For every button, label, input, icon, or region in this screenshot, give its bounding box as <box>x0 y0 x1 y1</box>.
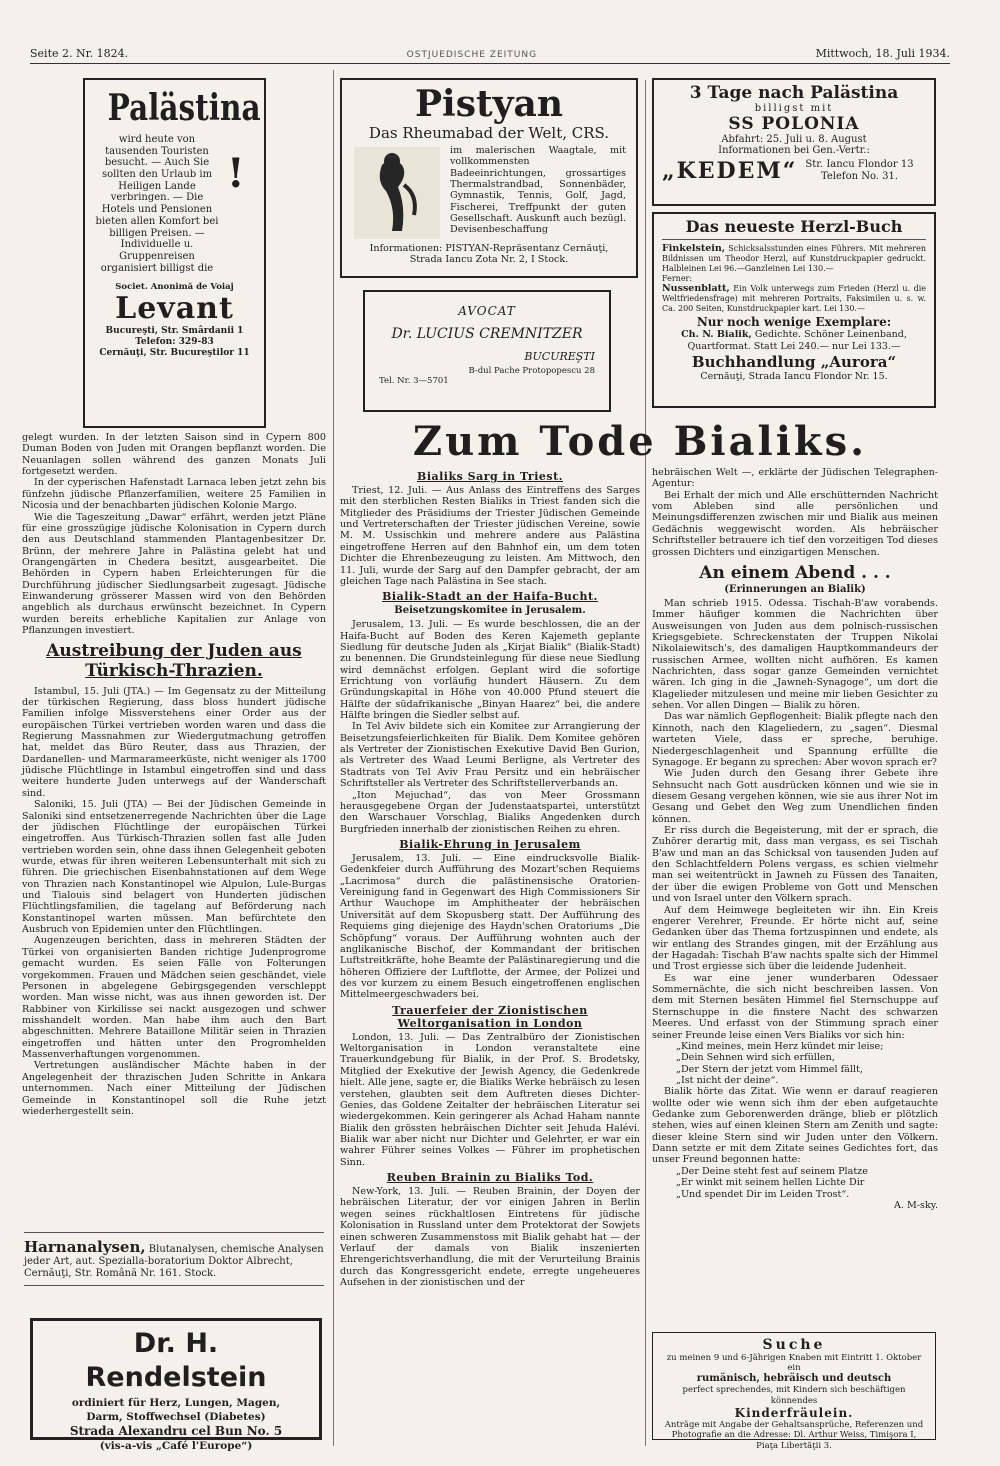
ad-palaestina-body: wird heute von tausenden Touristen besucht. — Auch Sie sollten den Urlaub im Heiligen Lande verbringen. — Die Hotels und Pensionen bieten allen Komfort bei billigen Preisen. — Individuelle u. Gruppenreisen organisiert billigst die <box>95 134 219 274</box>
abend-para-7: Bialik hörte das Zitat. Wie wenn er darauf reagieren wollte oder wie wenn sich ihm der eben aufgetauchte Gedanke zum Geborenwerden dränge, blieb er plötzlich stehen, wies auf einen kleinen Stern am Zenith und sagte: dieser kleine Stern sind wir Juden unter den Völkern. Dann setzte er mit dem Zitate seines Gedichtes fort, das unser Freund begonnen hatte: <box>652 1086 938 1166</box>
verse-line-4: „Ist nicht der deine“. <box>676 1074 779 1086</box>
ad-avocat-address: B-dul Pache Protopopescu 28 <box>468 366 595 376</box>
brainin-subhead: Reuben Brainin zu Bialiks Tod. <box>386 1171 594 1185</box>
thrazien-headline: Austreibung der Juden aus Türkisch-Thrazien. <box>46 641 302 682</box>
ad-harn-title: Harnanalysen, <box>24 1238 146 1256</box>
cypern-para-1: gelegt wurden. In der letzten Saison sind in Cypern 800 Duman Boden von Juden mit Orangen bepflanzt worden. Die Neuanlagen sollen während des ganzen Monats Juli fortgesetzt werden. <box>22 432 326 478</box>
abend-para-4: Er riss durch die Begeisterung, mit der er sprach, die Zuhörer derartig mit, dass man vergass, es sei Tischah B'aw und man an das Schicksal von tausenden Juden auf den Schlachtfeldern Polens vergass, es schien vielmehr man sei weitentrückt in Jawneh zu Füssen des Tanaiten, der über die ewigen Probleme von Gott und Menschen und von Israel unter den Völkern sprach. <box>652 825 938 905</box>
ad-palaestina-title: Palästina <box>107 87 261 129</box>
cypern-para-3: Wie die Tageszeitung „Dawar“ erfährt, werden jetzt Pläne für eine grosszügige jüdische Kolonisation in Cypern durch den aus Deutschland stammenden Plantagenbesitzer Dr. Brünn, der mehrere Jahre in Palästina gelebt hat und Orangengärten in Chedera besitzt, ausgearbeitet. Die Behörden in Cypern haben Erleichterungen für die Durchführung jüdischer Siedlungsarbeit zugesagt. Jüdische Einwanderung grösserer Massen wird von den Behörden angeblich als durchaus erwünscht bezeichnet. In Cypern wurden bereits erhebliche Kapitalien zur Anlage von Pflanzungen investiert. <box>22 511 326 637</box>
ad-palaestina-brand: Levant <box>115 291 234 327</box>
ad-herzl-book <box>652 212 936 408</box>
ad-herzl-item2-name: Nussenblatt, <box>662 282 730 294</box>
header-date: Mittwoch, 18. Juli 1934. <box>815 47 950 60</box>
verse-line-5: „Der Deine steht fest auf seinem Platze <box>676 1165 868 1177</box>
right-column <box>652 467 938 1325</box>
ad-rendelstein-line3: Strada Alexandru cel Bun No. 5 <box>69 1424 283 1439</box>
ad-pistyan-info: Informationen: PISTYAN-Repräsentanz Cernăuţi, Strada Iancu Zota Nr. 2, I Stock. <box>369 243 609 266</box>
ad-rendelstein-line2: Darm, Stoffwechsel (Diabetes) <box>86 1410 266 1423</box>
ad-herzl-title: Das neueste Herzl-Buch <box>685 217 903 236</box>
brainin-para: New-York, 13. Juli. — Reuben Brainin, der Doyen der hebräischen Literatur, der vor einigen Jahren in Berlin wegen seines rückhaltlosen Eintretens für jüdische Kolonisation in Russland unter dem Protektorat der Sowjets einen schweren Zusammenstoss mit Bialik gehabt hat — der Verlauf der damals von Bialik inszenierten Ehrengerichtsverhandlung, die mit der Verurteilung Brainis durch das Kongressgericht endete, erregte ungeheueres Aufsehen in der zionistischen und der <box>340 1186 640 1288</box>
column-rule-2 <box>645 80 646 1446</box>
verse-line-3: „Der Stern der jetzt vom Himmel fällt, <box>676 1063 863 1075</box>
abend-para-5: Auf dem Heimwege begleiteten wir ihn. Ein Kreis engerer Verehrer, Freunde. Er hörte nicht auf, seine Gedanken über das Thema fortzuspinnen und endete, als wir entlang des Strandes gingen, mit der Erzählung aus der Hagadah: Tischah B'aw nachts spalte sich der Himmel und Trost ergiesse sich über die leidende Judenheit. <box>652 904 938 973</box>
london-para: London, 13. Juli. — Das Zentralbüro der Zionistischen Weltorganisation in London veranstaltete eine Trauerkundgebung für Bialik, in der Prof. S. Brodetsky, Mitglied der Exekutive der Jewish Agency, die Gedenkrede hielt. Alle jene, sagte er, die Bialiks Werke hebräisch zu lesen verstehen, glaubten seit dem Auftreten dieses Dichter-Genies, das Goldene Zeitalter der hebräischen Literatur sei wiedergekommen. Kein geringerer als Achad Haham nannte Bialik den grössten hebräischen Dichter seit Jehuda Halévi. Bialik war aber nicht nur Dichter und Gelehrter, er war ein wahrer Führer seines Volkes — Führer im prophetischen Sinn. <box>340 1031 640 1168</box>
ad-suche-line3: perfect sprechendes, mit Kindern sich beschäftigen könnendes <box>682 1385 906 1406</box>
middle-column <box>340 467 640 1462</box>
header-masthead: OSTJUEDISCHE ZEITUNG <box>406 50 538 60</box>
ad-palaestina-address2: Telefon: 329-83 <box>135 337 214 348</box>
column-rule-1 <box>333 70 334 1446</box>
ad-palaestina-company: Societ. Anonimă de Voiaj <box>115 282 234 293</box>
abend-para-2: Das war nämlich Gepflogenheit: Bialik pflegte nach den Kinnoth, nach den Klageliedern, zu „sagen“. Diesmal warteten Viele, dass er spreche, beruhige. Niedergeschlagenheit und Spannung erfüllte die Synagoge. Er begann zu sprechen: Aber wovon sprach er? <box>652 711 938 768</box>
haifa-para-2: In Tel Aviv bildete sich ein Komitee zur Arrangierung der Beisetzungsfeierlichkeiten für Bialik. Dem Komitee gehören als Vertreter der Zionistischen Exekutive David Ben Gurion, als Vertreter des Waad Leumi Berligne, als Vertreter des Stadtrats von Tel Aviv Frau Persitz und ein hebräischer Schriftsteller als Vertreter des Schriftstellerverbands an. <box>340 721 640 790</box>
page-header <box>30 44 950 64</box>
ad-herzl-shop-address: Cernăuţi, Strada Iancu Flondor Nr. 15. <box>700 370 888 382</box>
brainin-cont-2: Bei Erhalt der mich und Alle erschütternden Nachricht vom Ableben sind alle persönlichen und Meinungsdifferenzen zwischen mir und Bialik aus meinen Gedächnis weggewischt worden. Als hebräischer Schriftsteller betrauere ich tief den vorzeitigen Tod dieses grossen Dichters und einzigartigen Menschen. <box>652 489 938 558</box>
ad-kedem-phone: Telefon No. 31. <box>820 171 899 182</box>
abend-headline: An einem Abend . . . <box>699 562 891 583</box>
ad-herzl-item3-name: Ch. N. Bialik, <box>681 329 752 341</box>
haifa-para-1: Jerusalem, 13. Juli. — Es wurde beschlossen, die an der Haifa-Bucht auf Boden des Keren Kajemeth geplante Siedlung für deutsche Juden als „Kirjat Bialik“ (Bialik-Stadt) zu benennen. Die Grundsteinlegung für diese neue Siedlung wird demnächst erfolgen. Geplant wird die sofortige Errichtung von vorläufig hundert Häusern. Zu dem Gründungskapital in Höhe von 40.000 Pfund steuert die Hälfte der südafrikanische „Binyan Haarez“ bei, die andere Hälfte bringen die Siedler selbst auf. <box>340 619 640 722</box>
haifa-subhead: Bialik-Stadt an der Haifa-Bucht. <box>382 590 598 604</box>
london-subhead: Trauerfeier der Zionistischen Weltorganisation in London <box>392 1003 588 1030</box>
ad-palaestina-address3: Cernăuţi, Str. Bucureştilor 11 <box>99 347 250 358</box>
ad-palaestina-exclaim: ! <box>227 150 245 197</box>
ad-pistyan <box>340 78 638 278</box>
main-headline: Zum Tode Bialiks. <box>412 418 868 465</box>
abend-signature: A. M-sky. <box>893 1199 938 1211</box>
verse-line-2: „Dein Sehnen wird sich erfüllen, <box>676 1052 835 1064</box>
triest-para: Triest, 12. Juli. — Aus Anlass des Eintreffens des Sarges mit den sterblichen Resten Bialiks in Triest fanden sich die Mitglieder des Präsidiums der Triester Jüdischen Gemeinde und Vertreterschaften der Triester jüdischen Vereine, sowie M. M. Ussischkin und mehrere andere aus Palästina eingetroffene Herren auf den Bahnhof ein, um dem toten Dichter die Ehrenbezeugung zu leisten. Am Mittwoch, den 11. Juli, wurde der Sarg auf den Dampfer gebracht, der am gleichen Tage nach Palästina in See stach. <box>340 485 640 587</box>
ad-rendelstein-name: Dr. H. Rendelstein <box>85 1328 267 1393</box>
ad-herzl-item1-name: Finkelstein, <box>662 243 726 254</box>
ad-suche-line5: Anträge mit Angabe der Gehaltsansprüche, Referenzen und Photografie an die Adresse: Dl. Arthur Weiss, Timişora I, Piaţa Libertăţii 3. <box>664 1420 924 1451</box>
ad-kedem-address: Str. Iancu Flondor 13 <box>805 159 914 170</box>
jerusalem-para: Jerusalem, 13. Juli. — Eine eindrucksvolle Bialik-Gedenkfeier durch Aufführung des Mozart'schen Requiems „Lacrimosa“ durch die palästinensische Oratorien-Vereinigung fand in Gegenwart des High Commissioners Sir Arthur Wauchope im Amphitheater der hebräischen Universität auf dem Skopusberg statt. Der Aufführung des Requiems ging diejenige des Haydn'schen Oratoriums „Die Schöpfung“ voraus. Der Aufführung wohnten auch der anglikanische Bischof, der Kommandant der britischen Luftstreitkräfte, hohe Beamte der Palästinaregierung und die höheren Offiziere der Luftflotte, der Armee, der Polizei und des vor kurzem zu einem Besuch eingetroffenen englischen Mittelmeergeschwaders bei. <box>340 853 640 1001</box>
verse-line-6: „Er winkt mit seinem hellen Lichte Dir <box>676 1177 865 1189</box>
triest-subhead: Bialiks Sarg in Triest. <box>417 470 563 483</box>
ad-rendelstein-line4: (vis-a-vis „Café l'Europe“) <box>99 1439 253 1452</box>
ad-suche <box>652 1332 936 1451</box>
ad-kedem-ship: SS POLONIA <box>728 114 860 134</box>
ad-kedem-title: 3 Tage nach Palästina <box>689 83 899 103</box>
ad-avocat-title: AVOCAT <box>458 304 516 318</box>
jerusalem-subhead: Bialik-Ehrung in Jerusalem <box>399 837 581 851</box>
ad-avocat <box>363 290 611 412</box>
ad-harn-body: Blutanalysen, chemische Analysen jeder Art, aut. Spezialla-boratorium Doktor Albrecht, Cernăuţi, Str. Română Nr. 161. Stock. <box>24 1244 324 1279</box>
verse-line-1: „Kind meines, mein Herz kündet mir leise; <box>676 1040 884 1052</box>
ad-herzl-ferner: Ferner: <box>662 273 693 283</box>
haifa-subsubhead: Beisetzungskomitee in Jerusalem. <box>394 605 586 617</box>
ad-herzl-item1: Schicksalsstunden eines Führers. Mit mehreren Bildnissen um Theodor Herzl, auf Kunstdruckpapier gedruckt. Halbleinen Lei 96.—Ganzleinen Lei 130.— <box>662 244 926 273</box>
abend-para-3: Wie Juden durch den Gesang ihrer Gebete ihre Sehnsucht nach Gott ausdrücken können und wie sie in diesem Gesang vergehen können, wie sie aus ihrer Not im Gesang und Gebet den Weg zum Unendlichen finden können. <box>652 768 938 825</box>
ad-kedem-sub: billigst mit <box>754 103 834 114</box>
ad-pistyan-body: im malerischen Waagtale, mit vollkommensten Badeeinrichtungen, grossartiges Thermalstrandbad, Sonnenbäder, Gymnastik, Tennis, Golf, Jagd, Fischerei, Treffpunkt der guten Gesellschaft. Auskunft auch bezügl. Devisenbeschaffung <box>450 145 626 236</box>
ad-palaestina <box>83 78 266 428</box>
thrazien-para-1: Istambul, 15. Juli (JTA.) — Im Gegensatz zu der Mitteilung der türkischen Regierung, dass bloss hundert jüdische Familien infolge Missverstehens einer Order aus der europäischen Türkei vertrieben worden waren und dass die Regierung Massnahmen zur Wiedergutmachung getroffen hat, meldet das Büro Reuter, dass aus Thrazien, der Dardanellen- und Marmarameerküste, nicht weniger als 1700 jüdische Flüchtlinge in Istambul eingetroffen sind und dass weitere hunderte Juden unterwegs auf der Wanderschaft sind. <box>22 685 326 799</box>
ad-herzl-notice: Nur noch wenige Exemplare: <box>696 315 892 330</box>
ad-avocat-city: BUCUREŞTI <box>524 350 595 363</box>
brainin-cont-1: hebräischen Welt —, erklärte der Jüdischen Telegraphen-Agentur: <box>652 467 938 490</box>
ad-palaestina-address1: Bucureşti, Str. Smârdanii 1 <box>105 326 244 337</box>
haifa-para-3: „Iton Mejuchad“, das von Meer Grossmann herausgegebene Organ der Judenstaatspartei, unterstützt den Warschauer Vorschlag, Bialiks Angedenken durch Burgfrieden innerhalb der zionistischen Reihen zu ehren. <box>340 789 640 835</box>
ad-suche-line4: Kinderfräulein. <box>734 1405 854 1420</box>
ad-herzl-shop: Buchhandlung „Aurora“ <box>691 352 897 371</box>
ad-herzl-item2: Ein Volk unterwegs zum Frieden (Herzl u. die Weltfriedensfrage) mit mehreren Portraits, Faksimilen u. s. w. Ca. 200 Seiten, Kunstdruckpapier kart. Lei 130.— <box>662 283 927 313</box>
ad-kedem-dates: Abfahrt: 25. Juli u. 8. August <box>721 134 867 145</box>
left-column <box>22 432 326 1228</box>
ad-kedem-brand: „KEDEM“ <box>662 158 798 184</box>
ad-kedem-info: Informationen bei Gen.-Vertr.: <box>718 145 870 156</box>
thrazien-para-2: Saloniki, 15. Juli (JTA) — Bei der Jüdischen Gemeinde in Saloniki sind entsetzenerregende Nachrichten über die Lage der jüdischen Flüchtlinge der europäischen Türkei eingetroffen. Aus Türkisch-Thrazien sollen fast alle Juden vertrieben worden sein, ohne dass ihnen Gelegenheit geboten wurde, etwas für ihren weiteren Lebensunterhalt mit sich zu führen. Die griechischen Eisenbahnstationen auf dem Wege von Thrazien nach Konstantinopel wie Alpulon, Lule-Burgas und Tialouis sind belagert von Hunderten jüdischen Flüchtlingsfamilien, die tagelang auf Beförderung nach Konstantinopel warten müssen. Man befürchtete den Ausbruch von Epidemien unter den Flüchtlingen. <box>22 799 326 936</box>
abend-para-1: Man schrieb 1915. Odessa. Tischah-B'aw vorabends. Immer häufiger kommen die Nachrichten über Ausweisungen von Juden aus dem polnisch-russischen Kriegsgebiete. Schreckenstaten der Truppen Nikolai Nikolaiewitsch's, des damaligen Hauptkommandeurs der russischen Armee, wollten nicht aufhören. Es kamen Nachrichten, dass sogar ganze Gemeinden vernichtet wären. Ich ging in die „Jawneh-Synagoge“, um dort die Klagelieder mitzulesen und meine mir lieben Gesichter zu sehen. Vor allen Dingen — Bialik zu hören. <box>652 597 938 712</box>
bather-illustration-icon <box>352 145 442 241</box>
thrazien-para-4: Vertretungen ausländischer Mächte haben in der Angelegenheit der thrazischen Juden Schritte in Ankara unternommen. Nach einer Mitteilung der Jüdischen Gemeinde in Konstantinopel soll die Ruhe jetzt wiederhergestellt sein. <box>22 1060 326 1117</box>
abend-para-6: Es war eine jener wunderbaren Odessaer Sommernächte, die sich nicht beschreiben lassen. Von dem mit Sternen besäten Himmel fiel Sternschuppe auf Sternschuppe in die finstere Nacht des schwarzen Meeres. Und erfasst von der Stimmung sprach einer seiner Freunde leise einen Vers Bialiks vor sich hin: <box>652 972 938 1041</box>
header-page-number: Seite 2. Nr. 1824. <box>30 47 129 60</box>
verse-line-7: „Und spendet Dir im Leiden Trost“. <box>676 1188 850 1200</box>
ad-rendelstein <box>30 1318 322 1452</box>
cypern-para-2: In der cyperischen Hafenstadt Larnaca leben jetzt zehn bis fünfzehn jüdische Pflanzerfamilien, weitere 25 Familien in Nicosia und der benachbarten jüdischen Kolonie Margo. <box>22 477 326 512</box>
ad-suche-title: Suche <box>762 1337 826 1353</box>
ad-avocat-tel: Tel. Nr. 3—5701 <box>379 376 449 386</box>
ad-herzl-item3: Gedichte. Schöner Leinenband, Quartformat. Statt Lei 240.— nur Lei 133.— <box>687 329 907 352</box>
ad-rendelstein-line1: ordiniert für Herz, Lungen, Magen, <box>71 1397 281 1409</box>
ad-harnanalysen <box>24 1232 324 1286</box>
ad-suche-line1: zu meinen 9 und 6-Jährigen Knaben mit Eintritt 1. Oktober ein <box>666 1353 922 1374</box>
ad-kedem <box>652 78 936 206</box>
ad-suche-line2: rumänisch, hebräisch und deutsch <box>696 1373 892 1385</box>
ad-pistyan-subtitle: Das Rheumabad der Welt, CRS. <box>368 124 610 142</box>
ad-pistyan-title: Pistyan <box>414 83 564 125</box>
ad-avocat-name: Dr. LUCIUS CREMNITZER <box>391 326 583 342</box>
abend-subheadline: (Erinnerungen an Bialik) <box>724 584 866 596</box>
thrazien-para-3: Augenzeugen berichten, dass in mehreren Städten der Türkei von organisierten Banden richtige Judenprogrome gemacht wurden. Es seien Fälle von Folterungen vorgekommen. Frauen und Mädchen seien geschändet, viele Personen in abgelegene Gebirgsgegenden verschleppt worden. Man wisse nicht, was aus ihnen geworden ist. Der Rabbiner von Kirkilisse sei nackt ausgezogen und schwer misshandelt worden. Man habe ihm auch den Bart abgeschnitten. Mehrere Bataillone Militär seien in Thrazien eingetroffen und hätten unter den Progromhelden Massenverhaftungen vorgenommen. <box>22 935 326 1061</box>
